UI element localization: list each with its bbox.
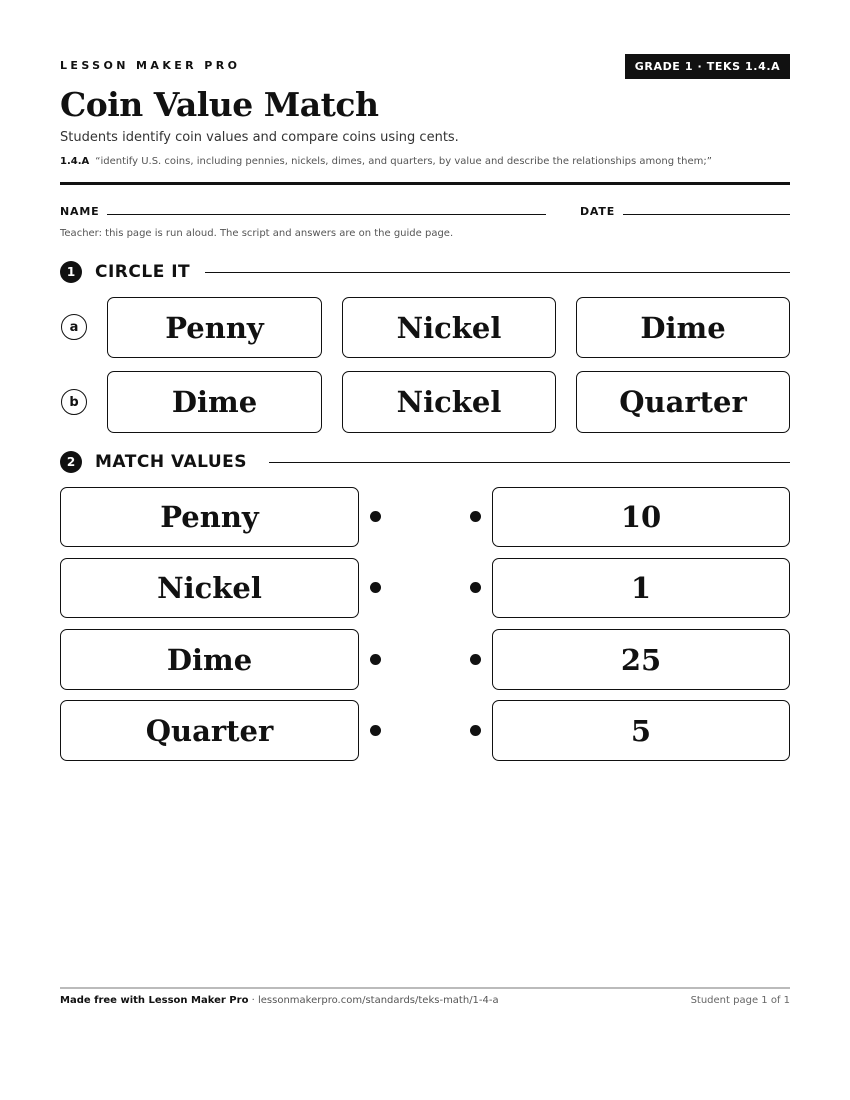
value-card[interactable]: 1 (492, 558, 790, 618)
match-dot-left[interactable] (370, 511, 381, 522)
choice-card[interactable]: Penny (107, 297, 322, 358)
name-field[interactable] (107, 214, 546, 215)
date-label: DATE (580, 205, 616, 218)
row-letter-a: a (61, 314, 87, 340)
footer-credit (60, 995, 499, 1006)
page-subtitle: Students identify coin values and compare coins using cents. (60, 130, 459, 145)
page-number: Student page 1 of 1 (690, 995, 790, 1006)
section-divider (205, 272, 790, 273)
match-dot-left[interactable] (370, 654, 381, 665)
coin-name-card[interactable]: Penny (60, 487, 359, 547)
section-title: CIRCLE IT (95, 262, 191, 282)
value-card[interactable]: 25 (492, 629, 790, 690)
section-1-header (60, 260, 190, 284)
choice-card[interactable]: Dime (107, 371, 322, 433)
choice-card[interactable]: Nickel (342, 297, 556, 358)
page-title: Coin Value Match (60, 85, 379, 124)
date-field[interactable] (623, 214, 790, 215)
name-label: NAME (60, 205, 100, 218)
footer-divider (60, 987, 790, 989)
section-divider (269, 462, 790, 463)
match-dot-right[interactable] (470, 511, 481, 522)
brand-name: LESSON MAKER PRO (60, 59, 241, 72)
choice-card[interactable]: Quarter (576, 371, 790, 433)
teacher-note: Teacher: this page is run aloud. The script and answers are on the guide page. (60, 228, 454, 239)
value-card[interactable]: 10 (492, 487, 790, 547)
grade-standard-badge: GRADE 1 · TEKS 1.4.A (625, 54, 790, 79)
match-dot-right[interactable] (470, 725, 481, 736)
header-divider (60, 182, 790, 185)
section-title: MATCH VALUES (95, 452, 248, 472)
section-2-header (60, 450, 247, 474)
coin-name-card[interactable]: Nickel (60, 558, 359, 618)
footer-made-label: Made free with Lesson Maker Pro (60, 995, 249, 1006)
value-card[interactable]: 5 (492, 700, 790, 761)
footer-url[interactable]: lessonmakerpro.com/standards/teks-math/1-4-a (257, 995, 499, 1006)
footer-separator: · (248, 995, 258, 1006)
standard-description (60, 156, 712, 167)
coin-name-card[interactable]: Dime (60, 629, 359, 690)
row-letter-b: b (61, 389, 87, 415)
choice-card[interactable]: Dime (576, 297, 790, 358)
standard-code: 1.4.A (60, 156, 90, 167)
match-dot-left[interactable] (370, 725, 381, 736)
section-number-badge: 1 (60, 261, 82, 283)
match-dot-right[interactable] (470, 654, 481, 665)
choice-card[interactable]: Nickel (342, 371, 556, 433)
match-dot-right[interactable] (470, 582, 481, 593)
section-number-badge: 2 (60, 451, 82, 473)
standard-text: “identify U.S. coins, including pennies, nickels, dimes, and quarters, by value and describe the relationships among them;” (95, 156, 712, 167)
match-dot-left[interactable] (370, 582, 381, 593)
coin-name-card[interactable]: Quarter (60, 700, 359, 761)
